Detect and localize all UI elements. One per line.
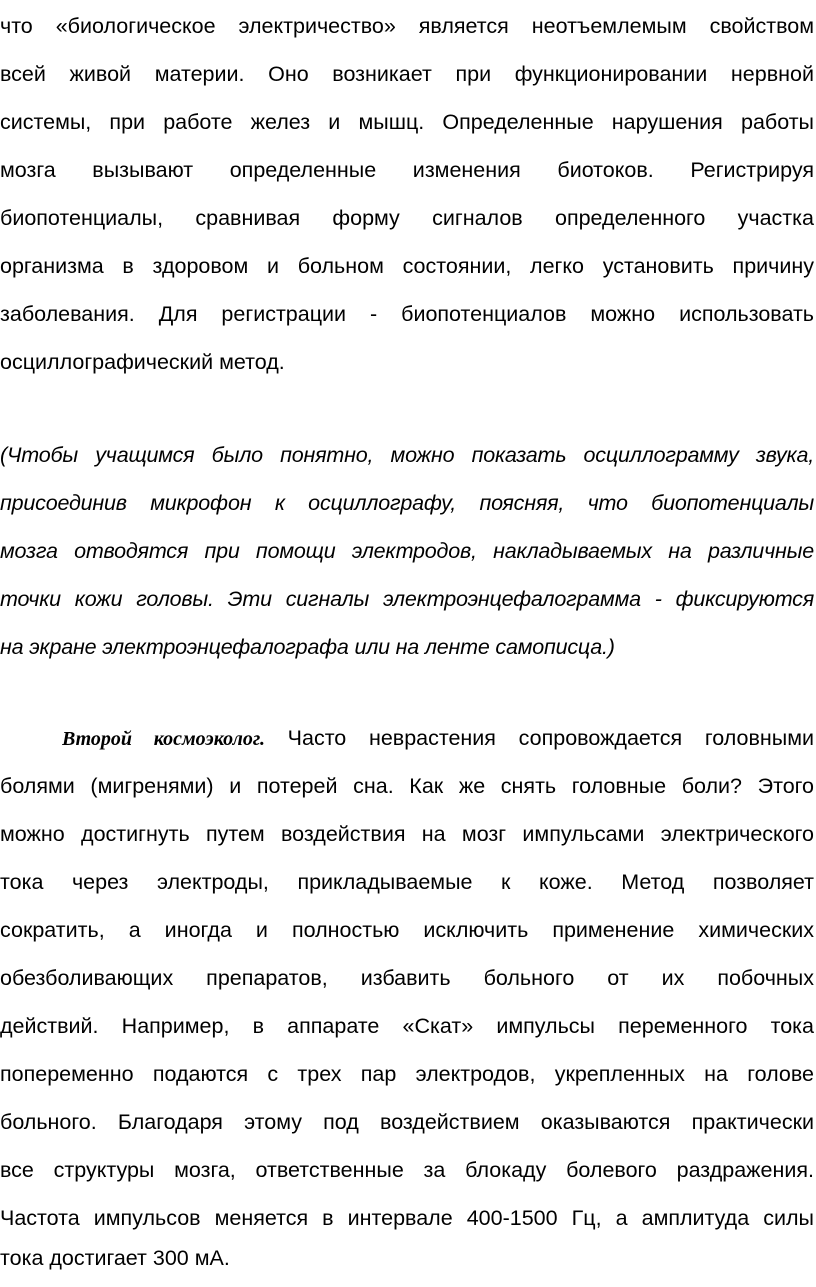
text-line: действий. Например, в аппарате «Скат» импульсы переменного тока [0,1014,814,1038]
text-line: сократить, а иногда и полностью исключить применение химических [0,918,814,942]
text-line: присоединив микрофон к осциллографу, поясняя, что биопотенциалы [0,491,814,515]
text-line: на экране электроэнцефалографа или на ленте самописца.) [0,635,615,659]
text-line: мозга отводятся при помощи электродов, накладываемых на различные [0,539,814,563]
text-line: попеременно подаются с трех пар электродов, укрепленных на голове [0,1062,814,1086]
text-line: тока через электроды, прикладываемые к коже. Метод позволяет [0,870,814,894]
text-line: все структуры мозга, ответственные за блокаду болевого раздражения. [0,1158,814,1182]
text-line: точки кожи головы. Эти сигналы электроэнцефалограмма - фиксируются [0,587,814,611]
text-line: Частота импульсов меняется в интервале 400-1500 Гц, а амплитуда силы [0,1206,814,1230]
text-line: тока достигает 300 мА. [0,1246,230,1270]
text-line: можно достигнуть путем воздействия на мозг импульсами электрического [0,822,814,846]
text-line: осциллографический метод. [0,350,285,374]
text-line: организма в здоровом и больном состоянии, легко установить причину [0,254,814,278]
text-line: системы, при работе желез и мышц. Определенные нарушения работы [0,110,814,134]
text-line: болями (мигренями) и потерей сна. Как же снять головные боли? Этого [0,774,814,798]
text-line: (Чтобы учащимся было понятно, можно показать осциллограмму звука, [0,443,814,467]
text-line: что «биологическое электричество» является неотъемлемым свойством [0,14,814,38]
text-line-rest: Часто неврастения сопровождается головными [264,726,814,750]
text-line: больного. Благодаря этому под воздействием оказываются практически [0,1110,814,1134]
text-line: обезболивающих препаратов, избавить больного от их побочных [0,966,814,990]
text-line: мозга вызывают определенные изменения биотоков. Регистрируя [0,158,814,182]
text-line: заболевания. Для регистрации - биопотенциалов можно использовать [0,302,814,326]
speaker-label: Второй космоэколог. [62,728,265,750]
text-line [62,714,814,762]
text-line: биопотенциалы, сравнивая форму сигналов определенного участка [0,206,814,230]
text-line: всей живой материи. Оно возникает при функционировании нервной [0,62,814,86]
